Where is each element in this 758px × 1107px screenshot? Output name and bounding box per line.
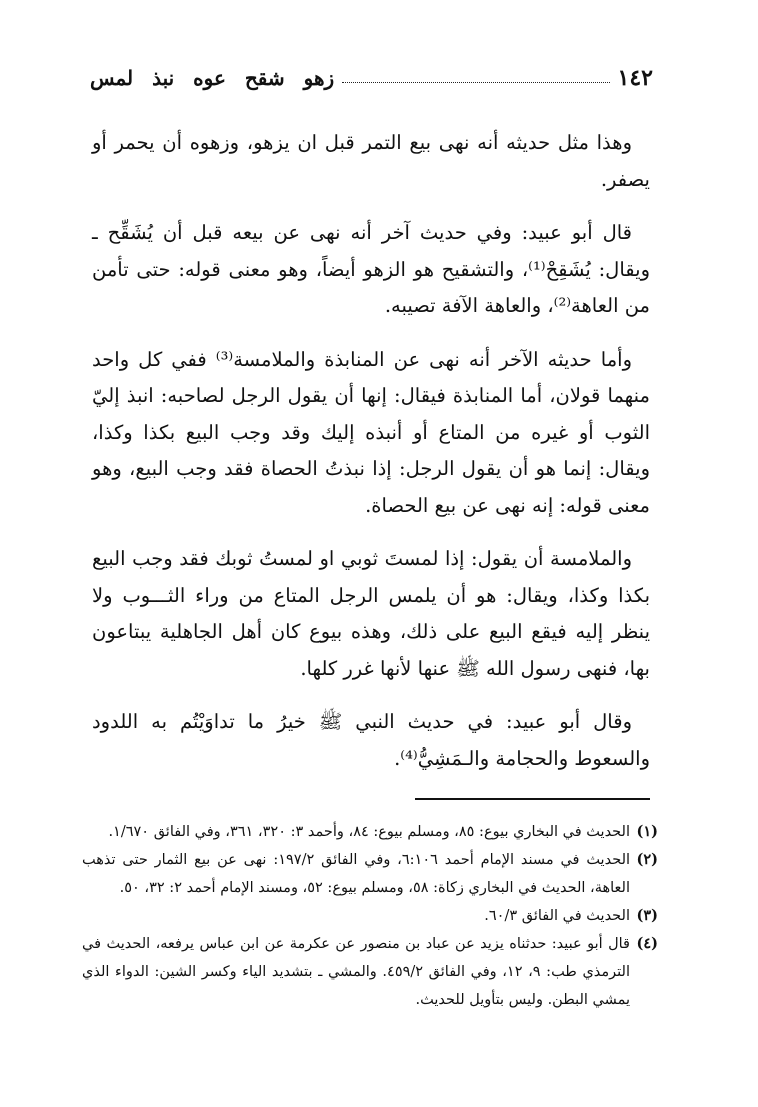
main-text	[92, 125, 650, 794]
running-header	[90, 58, 653, 98]
paragraph: وهذا مثل حديثه أنه نهى بيع التمر قبل ان يزهو، وزهوه أن يحمر أو يصفر.	[92, 131, 650, 191]
footnote-number: (١)	[636, 823, 658, 840]
header-dotted-rule	[342, 82, 609, 83]
footnote-number: (٣)	[636, 907, 658, 924]
page-number: ١٤٢	[617, 65, 653, 91]
footnote-item	[82, 902, 658, 930]
footnote-text: الحديث في مسند الإمام أحمد ٦:١٠٦، وفي الفائق ١٩٧/٢: نهى عن بيع الثمار حتى تذهب العاهة، الحديث في البخاري زكاة: ٥٨، ومسلم بيوع: ٥٢، ومسند الإمام أحمد ٢: ٣٢، ٥٠.	[82, 852, 631, 896]
paragraph: والملامسة أن يقول: إذا لمستَ ثوبي او لمستُ ثوبك فقد وجب البيع بكذا وكذا، ويقال: هو أن يلمس الرجل المتاع من وراء الثـــوب ولا ينظر إليه فيقع البيع على ذلك، وهذه بيوع كان أهل الجاهلية يبتاعون بها، فنهى رسول الله ﷺ عنها لأنها غرر كلها.	[92, 547, 650, 680]
header-keywords: زهو شقح عوه نبذ لمس	[90, 66, 335, 90]
footnote-separator	[415, 798, 650, 800]
footnote-item	[82, 930, 658, 1014]
footnote-text: الحديث في الفائق ٦٠/٣.	[484, 908, 630, 924]
footnote-text: قال أبو عبيد: حدثناه يزيد عن عباد بن منصور عن عكرمة عن ابن عباس يرفعه، الحديث في الترمذي طب: ٩، ١٢، وفي الفائق ٤٥٩/٢. والمشي ـ بتشديد الياء وكسر الشين: الدواء الذي يمشي البطن. وليس بتأويل للحديث.	[82, 936, 630, 1008]
footnote-number: (٢)	[636, 851, 658, 868]
footnote-item	[82, 818, 658, 846]
footnote-number: (٤)	[636, 935, 658, 952]
paragraph: وأما حديثه الآخر أنه نهى عن المنابذة والملامسة⁽³⁾ ففي كل واحد منهما قولان، أما المنابذة فيقال: إنها أن يقول الرجل لصاحبه: انبذ إليّ الثوب أو غيره من المتاع أو أنبذه إليك وقد وجب البيع بكذا وكذا، ويقال: إنما هو أن يقول الرجل: إذا نبذتُ الحصاة فقد وجب البيع، وهو معنى قوله: إنه نهى عن بيع الحصاة.	[92, 347, 650, 517]
paragraph: قال أبو عبيد: وفي حديث آخر أنه نهى عن بيعه قبل أن يُشَقِّح ـ ويقال: يُشَقِحْ⁽¹⁾، والتشقيح هو الزهو أيضاً، وهو معنى قوله: حتى تأمن من العاهة⁽²⁾، والعاهة الآفة تصيبه.	[92, 221, 650, 317]
footnotes	[82, 818, 658, 1014]
footnote-item	[82, 846, 658, 902]
footnote-text: الحديث في البخاري بيوع: ٨٥، ومسلم بيوع: ٨٤، وأحمد ٣: ٣٢٠، ٣٦١، وفي الفائق ١/٦٧٠.	[108, 824, 630, 840]
paragraph: وقال أبو عبيد: في حديث النبي ﷺ خيرُ ما تداوَيْتُم به اللدود والسعوط والحجامة والـمَشِيُّ⁽⁴⁾.	[92, 710, 650, 770]
